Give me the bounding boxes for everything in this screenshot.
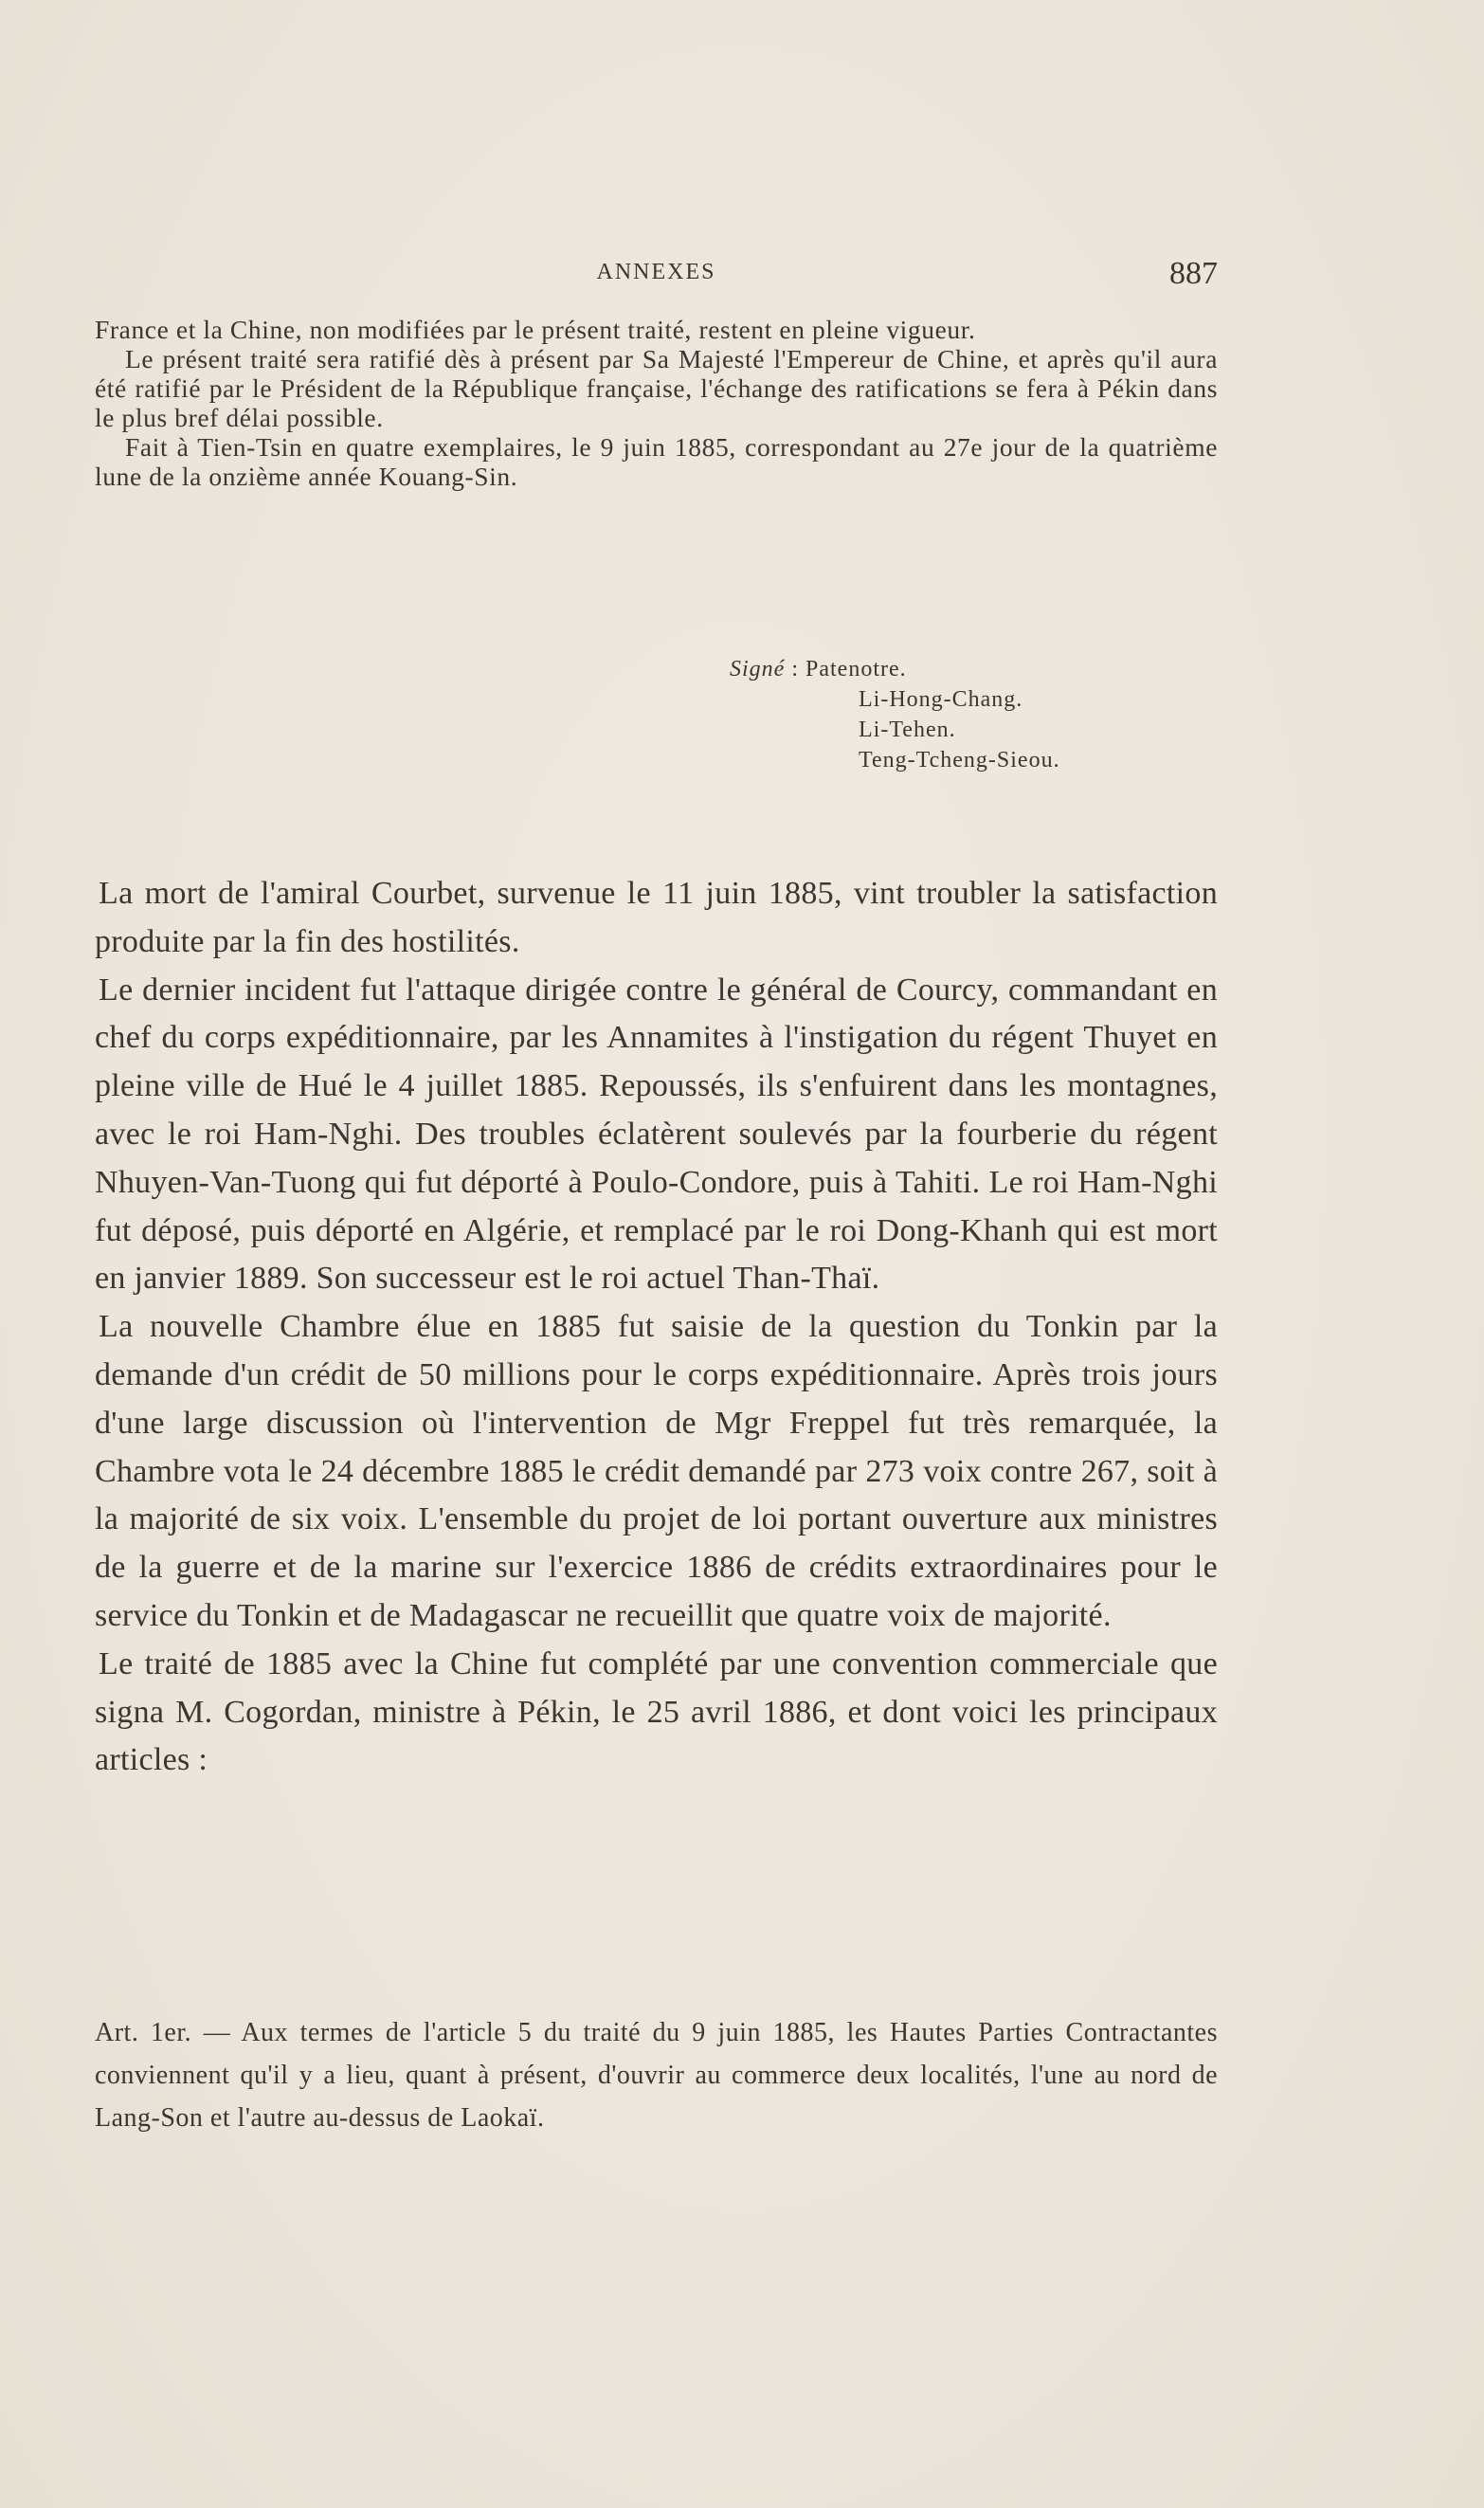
body-paragraph: Le dernier incident fut l'attaque dirigée contre le général de Courcy, commandant en chef du corps expéditionnaire, par les Annamites à l'instigation du régent Thuyet en pleine ville de Hué le 4 juillet 1885. Repoussés, ils s'enfuirent dans les montagnes, avec le roi Ham-Nghi. Des troubles éclatèrent soulevés par la fourberie du régent Nhuyen-Van-Tuong qui fut déporté à Poulo-Condore, puis à Tahiti. Le roi Ham-Nghi fut déposé, puis déporté en Algérie, et remplacé par le roi Dong-Khanh qui est mort en janvier 1889. Son successeur est le roi actuel Than-Thaï. [95,972,1218,1297]
signatory-name: Li-Hong-Chang. [859,687,1023,712]
page-number: 887 [1169,256,1218,291]
treaty-closing-text [95,315,1218,491]
signatory-name: Li-Tehen. [859,718,956,742]
running-header [95,256,1218,294]
signatory-name: Teng-Tcheng-Sieou. [859,748,1060,772]
treaty-paragraph: Le présent traité sera ratifié dès à présent par Sa Majesté l'Empereur de Chine, et après qu'il aura été ratifié par le Président de la République française, l'échange des ratifications se fera à Pékin dans le plus bref délai possible. [95,344,1218,432]
signature-block: Signé : Patenotre. Li-Hong-Chang. Li-Tehen. Teng-Tcheng-Sieou. [730,654,1060,775]
body-paragraph: La nouvelle Chambre élue en 1885 fut saisie de la question du Tonkin par la demande d'un crédit de 50 millions pour le corps expéditionnaire. Après trois jours d'une large discussion où l'intervention de Mgr Freppel fut très remarquée, la Chambre vota le 24 décembre 1885 le crédit demandé par 273 voix contre 267, soit à la majorité de six voix. L'ensemble du projet de loi portant ouverture aux ministres de la guerre et de la marine sur l'exercice 1886 de crédits extraordinaires pour le service du Tonkin et de Madagascar ne recueillit que quatre voix de majorité. [95,1309,1218,1633]
main-text [95,870,1218,1785]
body-paragraph: La mort de l'amiral Courbet, survenue le 11 juin 1885, vint troubler la satisfaction produite par la fin des hostilités. [95,876,1218,959]
article-excerpt [95,2011,1218,2139]
running-title: ANNEXES [596,260,716,284]
treaty-paragraph: France et la Chine, non modifiées par le présent traité, restent en pleine vigueur. [95,315,976,344]
article-paragraph: Art. 1er. — Aux termes de l'article 5 du traité du 9 juin 1885, les Hautes Parties Contractantes conviennent qu'il y a lieu, quant à présent, d'ouvrir au commerce deux localités, l'une au nord de Lang-Son et l'autre au-dessus de Laokaï. [95,2018,1218,2133]
treaty-paragraph: Fait à Tien-Tsin en quatre exemplaires, le 9 juin 1885, correspondant au 27e jour de la quatrième lune de la onzième année Kouang-Sin. [95,432,1218,491]
body-paragraph: Le traité de 1885 avec la Chine fut complété par une convention commerciale que signa M. Cogordan, ministre à Pékin, le 25 avril 1886, et dont voici les principaux articles : [95,1645,1218,1778]
signe-label: Signé [730,657,786,682]
signatory-name: Patenotre. [805,657,907,682]
